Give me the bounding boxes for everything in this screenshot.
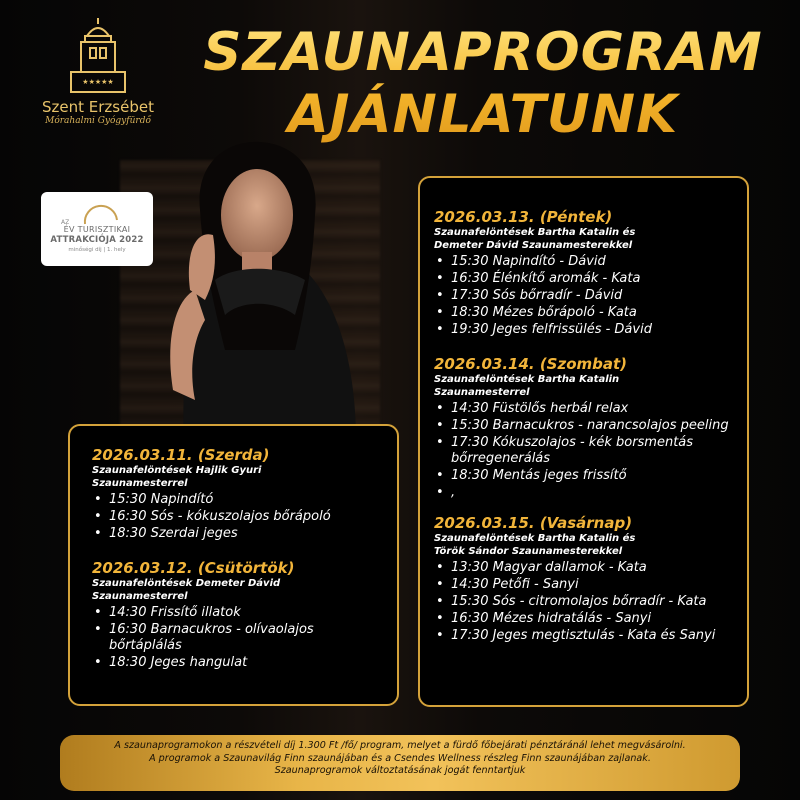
day-block: [92, 559, 387, 671]
program-list: [92, 605, 387, 671]
title-line1: SZAUNAPROGRAM: [203, 22, 763, 83]
day-block: [434, 208, 739, 338]
award-badge: [41, 192, 153, 266]
program-list: [434, 254, 739, 338]
logo-name: Szent Erzsébet: [42, 98, 154, 116]
program-list: [434, 560, 739, 644]
host-line: Szaunafelöntések Bartha Katalin: [434, 374, 620, 385]
logo-subtitle: Mórahalmi Gyógyfürdő: [45, 116, 151, 126]
award-arc-icon: [81, 196, 121, 226]
host-line: Szaunafelöntések Demeter Dávid: [92, 578, 281, 589]
footer-line2: A programok a Szaunavilág Finn szaunájában és a Csendes Wellness részleg Finn szaunájában zajlanak.: [149, 752, 651, 764]
day-block: [434, 514, 739, 644]
day-block: [434, 355, 739, 501]
day-date: 2026.03.15. (Vasárnap): [434, 514, 633, 532]
program-item: • 15:30 Napindító - Dávid: [434, 254, 739, 270]
day-date: 2026.03.13. (Péntek): [434, 208, 613, 226]
program-item: • 13:30 Magyar dallamok - Kata: [434, 560, 739, 576]
program-item: • 14:30 Füstölős herbál relax: [434, 401, 739, 417]
title-line2: AJÁNLATUNK: [287, 84, 679, 145]
program-item: • 16:30 Barnacukros - olívaolajos bőrtáplálás: [92, 622, 387, 654]
schedule-box-left: [68, 424, 399, 706]
host-line: Szaunamesterrel: [434, 387, 530, 398]
logo: [28, 18, 168, 158]
day-date: 2026.03.14. (Szombat): [434, 355, 628, 373]
tower-icon: [67, 18, 129, 96]
logo-stars: ★★★★★: [82, 78, 114, 86]
program-item: • 16:30 Mézes hidratálás - Sanyi: [434, 611, 739, 627]
program-item: • 14:30 Frissítő illatok: [92, 605, 387, 621]
footer-notice: [60, 735, 740, 791]
badge-line1: AZ: [61, 219, 70, 226]
host-line: Szaunafelöntések Bartha Katalin és: [434, 227, 636, 238]
host-line: Szaunamesterrel: [92, 478, 188, 489]
day-host: [92, 464, 387, 490]
host-line: Török Sándor Szaunamesterekkel: [434, 546, 623, 557]
program-item: • 18:30 Szerdai jeges: [92, 526, 387, 542]
program-item: • 16:30 Sós - kókuszolajos bőrápoló: [92, 509, 387, 525]
program-item: • 18:30 Mézes bőrápoló - Kata: [434, 305, 739, 321]
badge-line4: minőségi díj | 1. hely: [68, 247, 126, 253]
day-date: 2026.03.12. (Csütörtök): [92, 559, 295, 577]
program-list: [92, 492, 387, 542]
day-host: [434, 373, 739, 399]
footer-line1: A szaunaprogramokon a részvételi díj 1.300 Ft /fő/ program, melyet a fürdő főbejárati pénztáránál lehet megvásárolni.: [114, 740, 686, 751]
badge-line3: ATTRAKCIÓJA 2022: [50, 235, 144, 245]
woman-photo: [145, 140, 375, 470]
program-item: • ,: [434, 485, 739, 501]
day-host: [434, 226, 739, 252]
day-host: [434, 532, 739, 558]
day-block: [92, 446, 387, 542]
day-date: 2026.03.11. (Szerda): [92, 446, 270, 464]
footer-line3: Szaunaprogramok változtatásának jogát fenntartjuk: [274, 765, 526, 776]
program-item: • 17:30 Jeges megtisztulás - Kata és Sanyi: [434, 628, 739, 644]
program-item: • 15:30 Sós - citromolajos bőrradír - Kata: [434, 594, 739, 610]
program-item: • 18:30 Mentás jeges frissítő: [434, 468, 739, 484]
program-item: • 17:30 Sós bőrradír - Dávid: [434, 288, 739, 304]
host-line: Szaunafelöntések Hajlik Gyuri: [92, 465, 262, 476]
program-item: • 17:30 Kókuszolajos - kék borsmentás bőrregenerálás: [434, 435, 739, 467]
program-item: • 19:30 Jeges felfrissülés - Dávid: [434, 322, 739, 338]
host-line: Szaunafelöntések Bartha Katalin és: [434, 533, 636, 544]
host-line: Demeter Dávid Szaunamesterekkel: [434, 240, 633, 251]
host-line: Szaunamesterrel: [92, 591, 188, 602]
day-host: [92, 577, 387, 603]
badge-line2: ÉV TURISZTIKAI: [63, 225, 131, 234]
program-item: • 16:30 Élénkítő aromák - Kata: [434, 271, 739, 287]
program-list: [434, 401, 739, 501]
program-item: • 18:30 Jeges hangulat: [92, 655, 387, 671]
schedule-box-right: [418, 176, 749, 707]
program-item: • 14:30 Petőfi - Sanyi: [434, 577, 739, 593]
program-item: • 15:30 Napindító: [92, 492, 387, 508]
page-title: [178, 22, 788, 146]
program-item: • 15:30 Barnacukros - narancsolajos peeling: [434, 418, 739, 434]
